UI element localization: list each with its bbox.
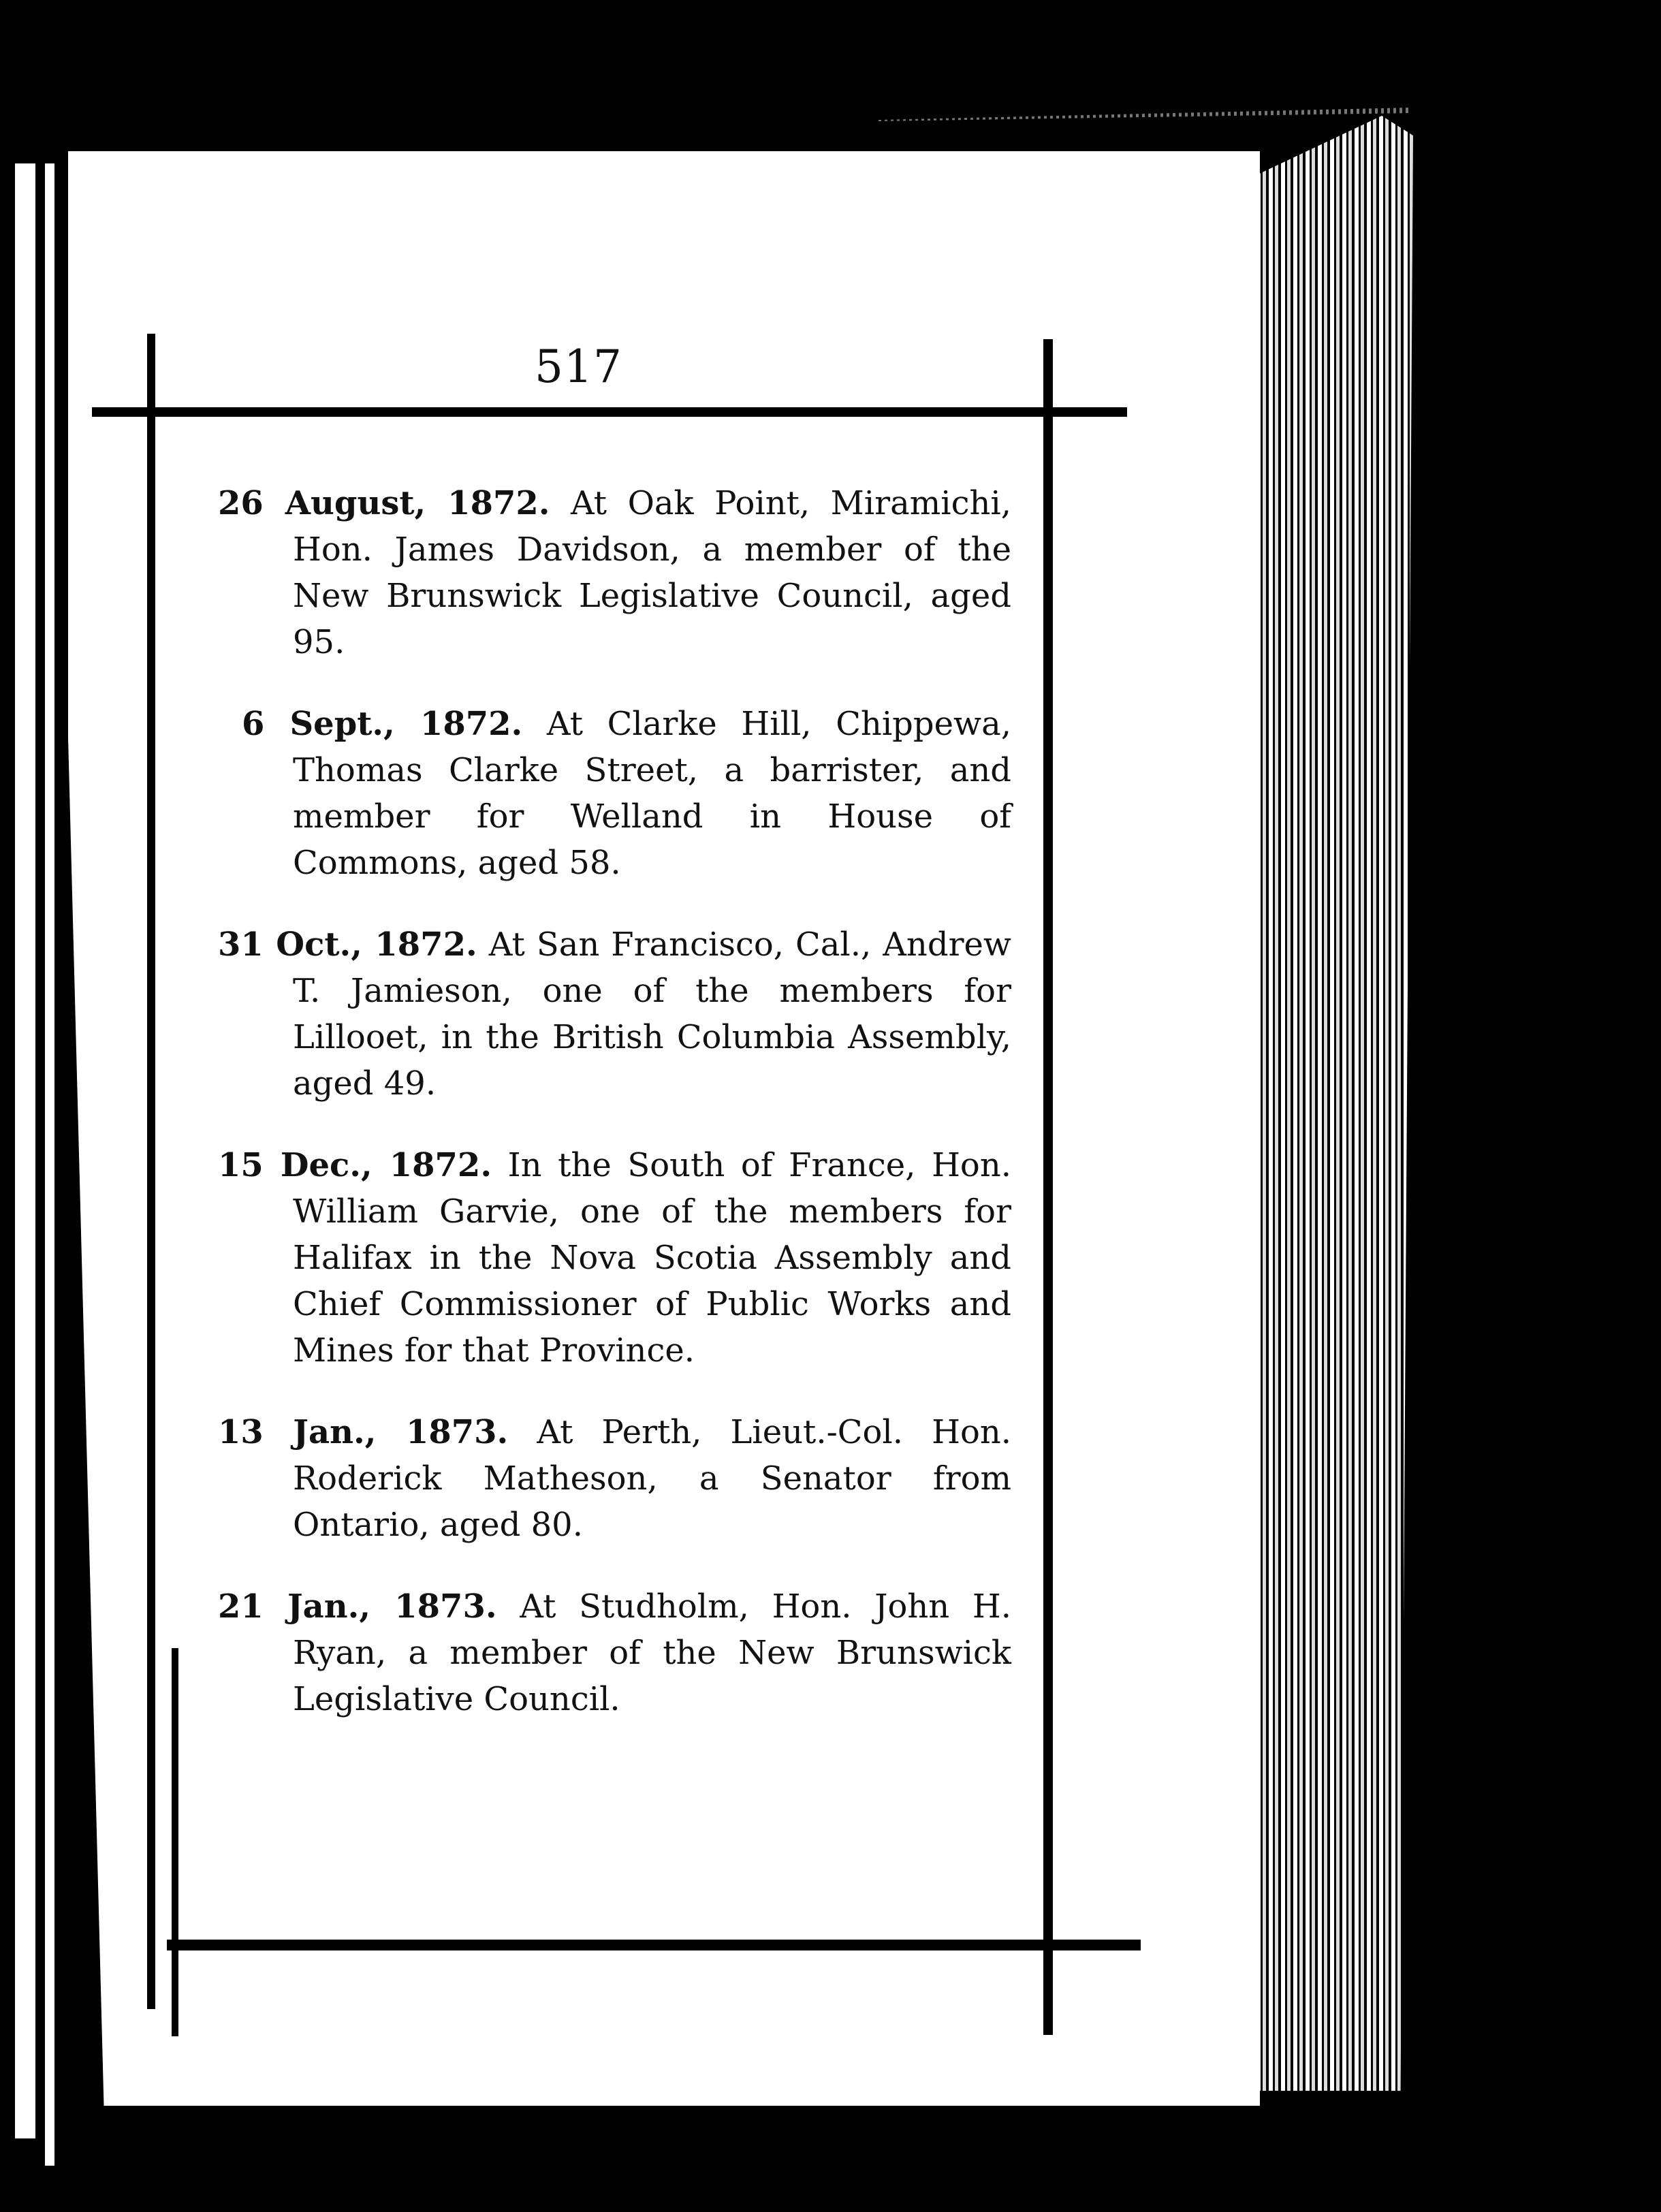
entry-text: In the South of France, Hon. William Garvie, one of the members for Halifax in the Nova Scotia Assembly and Chief Commissioner of Public Works and Mines for that Province. <box>293 1146 1011 1370</box>
entry-text: At Clarke Hill, Chippewa, Thomas Clarke Street, a barrister, and member for Welland in House of Commons, aged 58. <box>293 705 1011 882</box>
list-item <box>218 1583 1011 1722</box>
entry-text: At Oak Point, Miramichi, Hon. James Davidson, a member of the New Brunswick Legislative Council, aged 95. <box>293 484 1011 661</box>
page-number: 517 <box>535 341 622 393</box>
entry-date: 31 Oct., 1872. <box>218 926 477 964</box>
book-top-edge <box>879 108 1410 121</box>
entry-text: At Perth, Lieut.-Col. Hon. Roderick Matheson, a Senator from Ontario, aged 80. <box>293 1413 1012 1544</box>
list-item <box>218 701 1011 886</box>
entry-date: 13 Jan., 1873. <box>218 1413 509 1451</box>
list-item <box>218 480 1011 665</box>
bottom-border-rule <box>167 1940 1141 1950</box>
right-border-rule <box>1043 339 1053 2035</box>
entry-date: 21 Jan., 1873. <box>218 1587 497 1626</box>
book-fore-edge <box>1256 116 1413 2091</box>
entry-date: 15 Dec., 1872. <box>218 1146 492 1184</box>
entry-date: 6 Sept., 1872. <box>242 705 523 743</box>
entry-date: 26 August, 1872. <box>218 484 550 522</box>
top-border-rule <box>92 407 1127 417</box>
left-border-rule-lower <box>172 1648 178 2036</box>
entry-text: At Studholm, Hon. John H. Ryan, a member of the New Brunswick Legislative Council. <box>293 1587 1011 1718</box>
left-border-rule <box>147 334 155 2009</box>
previous-leaf-edge-inner <box>45 163 54 2166</box>
list-item <box>218 1409 1011 1548</box>
obituary-list <box>218 480 1011 1758</box>
previous-leaf-edge <box>15 163 35 2138</box>
list-item <box>218 1142 1011 1374</box>
entry-text: At San Francisco, Cal., Andrew T. Jamieson, one of the members for Lillooet, in the British Columbia Assembly, aged 49. <box>293 926 1012 1103</box>
list-item <box>218 921 1011 1107</box>
